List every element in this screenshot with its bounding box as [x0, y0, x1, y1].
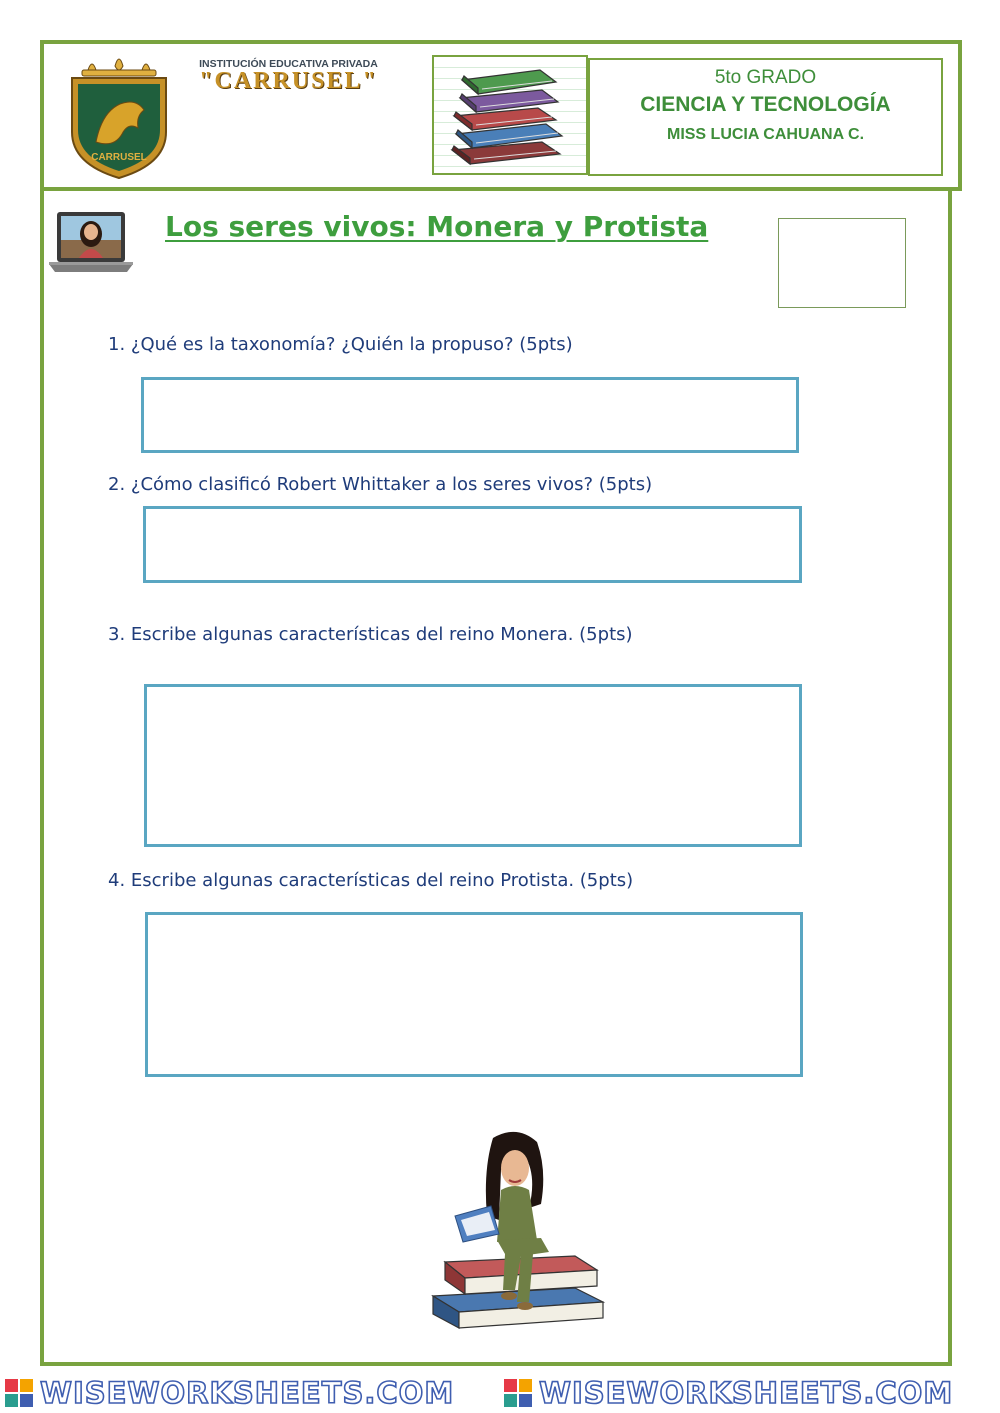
school-crest-logo: [66, 52, 172, 180]
institution-type-label: INSTITUCIÓN EDUCATIVA PRIVADA: [199, 58, 378, 70]
watermark-segment: [503, 1375, 953, 1411]
watermark-text: WISEWORKSHEETS.COM: [40, 1376, 455, 1410]
watermark-text: WISEWORKSHEETS.COM: [539, 1376, 954, 1410]
svg-text:CARRUSEL: CARRUSEL: [91, 152, 147, 163]
footer-watermark-banner: [0, 1373, 1000, 1413]
question-3: 3. Escribe algunas características del reino Monera. (5pts): [108, 624, 633, 645]
question-4: 4. Escribe algunas características del reino Protista. (5pts): [108, 870, 634, 891]
question-2: 2. ¿Cómo clasificó Robert Whittaker a los seres vivos? (5pts): [108, 474, 653, 495]
laptop-avatar-icon: [47, 210, 135, 278]
wise-logo-icon: [4, 1378, 34, 1408]
books-stack-icon: [442, 62, 572, 168]
answer-box-4[interactable]: [145, 912, 803, 1077]
answer-box-3[interactable]: [144, 684, 802, 847]
subject-name: CIENCIA Y TECNOLOGÍA: [640, 93, 891, 116]
answer-box-1[interactable]: [141, 377, 799, 453]
teacher-reading-illustration: [425, 1130, 615, 1340]
answer-box-2[interactable]: [143, 506, 802, 583]
worksheet-title: Los seres vivos: Monera y Protista: [165, 210, 709, 243]
wise-logo-icon: [503, 1378, 533, 1408]
question-1: 1. ¿Qué es la taxonomía? ¿Quién la propuso? (5pts): [108, 334, 573, 355]
teacher-name: MISS LUCIA CAHUANA C.: [666, 126, 865, 143]
score-box[interactable]: [778, 218, 906, 308]
watermark-segment: [4, 1375, 454, 1411]
grade-level: 5to GRADO: [714, 67, 817, 88]
institution-name: "CARRUSEL": [199, 68, 378, 94]
